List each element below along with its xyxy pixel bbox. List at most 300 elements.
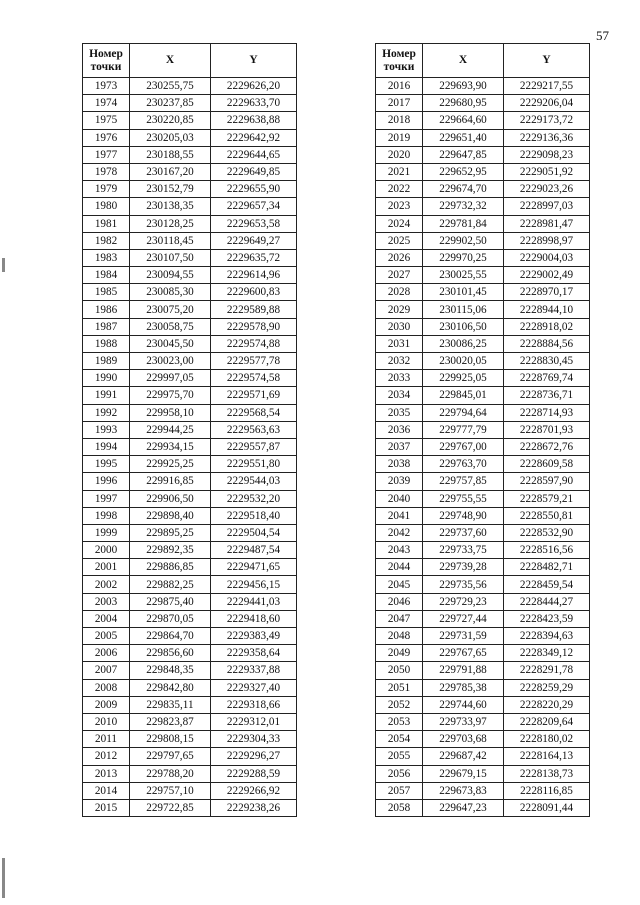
cell-x: 229895,25: [130, 524, 211, 541]
table-row: [83, 748, 297, 765]
cell-x: 229744,60: [423, 696, 504, 713]
cell-x: 230128,25: [130, 215, 211, 232]
cell-point-number: 1977: [83, 146, 130, 163]
cell-point-number: 1979: [83, 181, 130, 198]
cell-y: 2229568,54: [211, 404, 297, 421]
cell-x: 229791,88: [423, 662, 504, 679]
cell-y: 2229217,55: [504, 78, 590, 95]
cell-point-number: 2019: [376, 129, 423, 146]
table-row: [376, 559, 590, 576]
cell-x: 230237,85: [130, 95, 211, 112]
cell-x: 230094,55: [130, 267, 211, 284]
cell-point-number: 1996: [83, 473, 130, 490]
cell-point-number: 1976: [83, 129, 130, 146]
table-row: [376, 524, 590, 541]
table-row: [376, 490, 590, 507]
cell-y: 2229023,26: [504, 181, 590, 198]
cell-y: 2229383,49: [211, 628, 297, 645]
cell-x: 229777,79: [423, 421, 504, 438]
cell-point-number: 1978: [83, 163, 130, 180]
cell-y: 2229002,49: [504, 267, 590, 284]
cell-point-number: 1983: [83, 249, 130, 266]
cell-x: 229958,10: [130, 404, 211, 421]
table-row: [376, 610, 590, 627]
cell-x: 229674,70: [423, 181, 504, 198]
table-row: [376, 181, 590, 198]
cell-point-number: 2014: [83, 782, 130, 799]
cell-x: 230023,00: [130, 353, 211, 370]
cell-x: 229882,25: [130, 576, 211, 593]
cell-y: 2229173,72: [504, 112, 590, 129]
cell-x: 229739,28: [423, 559, 504, 576]
cell-y: 2228918,02: [504, 318, 590, 335]
cell-y: 2229418,60: [211, 610, 297, 627]
cell-x: 230085,30: [130, 284, 211, 301]
cell-y: 2229456,15: [211, 576, 297, 593]
cell-point-number: 1998: [83, 507, 130, 524]
cell-x: 229748,90: [423, 507, 504, 524]
cell-point-number: 2043: [376, 542, 423, 559]
cell-point-number: 1973: [83, 78, 130, 95]
cell-y: 2229577,78: [211, 353, 297, 370]
cell-point-number: 2033: [376, 370, 423, 387]
cell-point-number: 1980: [83, 198, 130, 215]
cell-x: 229794,64: [423, 404, 504, 421]
cell-x: 230075,20: [130, 301, 211, 318]
cell-x: 229680,95: [423, 95, 504, 112]
cell-point-number: 2057: [376, 782, 423, 799]
cell-y: 2228714,93: [504, 404, 590, 421]
table-row: [376, 645, 590, 662]
cell-y: 2228482,71: [504, 559, 590, 576]
cell-x: 229842,80: [130, 679, 211, 696]
cell-x: 229703,68: [423, 731, 504, 748]
cell-point-number: 2005: [83, 628, 130, 645]
cell-y: 2228970,17: [504, 284, 590, 301]
cell-point-number: 2038: [376, 456, 423, 473]
cell-point-number: 2050: [376, 662, 423, 679]
cell-x: 230220,85: [130, 112, 211, 129]
cell-x: 229729,23: [423, 593, 504, 610]
cell-y: 2228944,10: [504, 301, 590, 318]
cell-y: 2229266,92: [211, 782, 297, 799]
cell-point-number: 2018: [376, 112, 423, 129]
cell-point-number: 2046: [376, 593, 423, 610]
cell-y: 2229288,59: [211, 765, 297, 782]
cell-point-number: 1986: [83, 301, 130, 318]
cell-x: 230107,50: [130, 249, 211, 266]
cell-y: 2228209,64: [504, 713, 590, 730]
cell-point-number: 2008: [83, 679, 130, 696]
cell-point-number: 2042: [376, 524, 423, 541]
cell-x: 229875,40: [130, 593, 211, 610]
table-row: [83, 524, 297, 541]
cell-point-number: 2010: [83, 713, 130, 730]
cell-y: 2229358,64: [211, 645, 297, 662]
cell-x: 229902,50: [423, 232, 504, 249]
cell-y: 2229614,96: [211, 267, 297, 284]
table-row: [376, 318, 590, 335]
table-row: [376, 799, 590, 816]
cell-point-number: 2024: [376, 215, 423, 232]
cell-x: 230188,55: [130, 146, 211, 163]
cell-x: 230167,20: [130, 163, 211, 180]
cell-point-number: 2040: [376, 490, 423, 507]
cell-point-number: 2041: [376, 507, 423, 524]
table-row: [376, 696, 590, 713]
cell-y: 2229649,27: [211, 232, 297, 249]
cell-x: 229673,83: [423, 782, 504, 799]
table-row: [83, 198, 297, 215]
cell-point-number: 2025: [376, 232, 423, 249]
cell-y: 2228884,56: [504, 335, 590, 352]
cell-y: 2229136,36: [504, 129, 590, 146]
table-row: [83, 628, 297, 645]
table-row: [83, 542, 297, 559]
table-row: [83, 78, 297, 95]
cell-y: 2229296,27: [211, 748, 297, 765]
table-row: [376, 679, 590, 696]
cell-point-number: 2013: [83, 765, 130, 782]
table-row: [376, 421, 590, 438]
table-header-row: [83, 44, 297, 78]
cell-x: 229898,40: [130, 507, 211, 524]
cell-y: 2229318,66: [211, 696, 297, 713]
table-row: [376, 129, 590, 146]
cell-point-number: 2053: [376, 713, 423, 730]
cell-y: 2229337,88: [211, 662, 297, 679]
cell-x: 229767,00: [423, 438, 504, 455]
cell-point-number: 1990: [83, 370, 130, 387]
cell-x: 229970,25: [423, 249, 504, 266]
table-row: [83, 731, 297, 748]
table-row: [376, 731, 590, 748]
cell-x: 229727,44: [423, 610, 504, 627]
page-number: 57: [596, 28, 609, 43]
cell-x: 229733,75: [423, 542, 504, 559]
cell-y: 2228259,29: [504, 679, 590, 696]
table-row: [376, 748, 590, 765]
table-row: [376, 146, 590, 163]
cell-y: 2229238,26: [211, 799, 297, 816]
table-row: [376, 456, 590, 473]
cell-point-number: 1989: [83, 353, 130, 370]
cell-point-number: 2015: [83, 799, 130, 816]
cell-y: 2229304,33: [211, 731, 297, 748]
table-row: [83, 129, 297, 146]
cell-point-number: 2003: [83, 593, 130, 610]
cell-y: 2229574,58: [211, 370, 297, 387]
cell-point-number: 1981: [83, 215, 130, 232]
table-row: [83, 370, 297, 387]
cell-y: 2228349,12: [504, 645, 590, 662]
cell-y: 2228164,13: [504, 748, 590, 765]
cell-y: 2229551,80: [211, 456, 297, 473]
header-point-number: Номер точки: [376, 44, 423, 78]
coordinates-table-left: [82, 43, 297, 817]
cell-x: 229763,70: [423, 456, 504, 473]
cell-point-number: 2006: [83, 645, 130, 662]
scan-margin-mark: [2, 258, 5, 272]
cell-y: 2229051,92: [504, 163, 590, 180]
table-row: [83, 490, 297, 507]
table-row: [376, 576, 590, 593]
table-row: [376, 215, 590, 232]
cell-y: 2229441,03: [211, 593, 297, 610]
cell-point-number: 1992: [83, 404, 130, 421]
cell-x: 229687,42: [423, 748, 504, 765]
table-row: [376, 542, 590, 559]
cell-x: 230025,55: [423, 267, 504, 284]
cell-point-number: 2020: [376, 146, 423, 163]
cell-point-number: 2027: [376, 267, 423, 284]
cell-x: 230086,25: [423, 335, 504, 352]
table-row: [83, 559, 297, 576]
cell-x: 229735,56: [423, 576, 504, 593]
cell-y: 2229644,65: [211, 146, 297, 163]
cell-y: 2229638,88: [211, 112, 297, 129]
cell-y: 2228981,47: [504, 215, 590, 232]
cell-point-number: 2029: [376, 301, 423, 318]
cell-y: 2228516,56: [504, 542, 590, 559]
table-row: [83, 507, 297, 524]
scan-margin-mark: [2, 858, 5, 898]
cell-x: 230115,06: [423, 301, 504, 318]
cell-x: 229870,05: [130, 610, 211, 627]
table-row: [83, 593, 297, 610]
cell-y: 2228597,90: [504, 473, 590, 490]
coordinates-table-right: [375, 43, 590, 817]
cell-point-number: 1995: [83, 456, 130, 473]
table-row: [83, 232, 297, 249]
cell-x: 229797,65: [130, 748, 211, 765]
table-row: [83, 456, 297, 473]
cell-point-number: 2022: [376, 181, 423, 198]
table-row: [83, 782, 297, 799]
cell-point-number: 2000: [83, 542, 130, 559]
table-row: [376, 284, 590, 301]
cell-x: 229651,40: [423, 129, 504, 146]
cell-point-number: 2037: [376, 438, 423, 455]
cell-point-number: 2023: [376, 198, 423, 215]
cell-y: 2229098,23: [504, 146, 590, 163]
cell-y: 2229312,01: [211, 713, 297, 730]
cell-y: 2229649,85: [211, 163, 297, 180]
header-y: Y: [211, 44, 297, 78]
cell-y: 2228091,44: [504, 799, 590, 816]
cell-point-number: 1987: [83, 318, 130, 335]
cell-point-number: 1997: [83, 490, 130, 507]
cell-y: 2229626,20: [211, 78, 297, 95]
table-row: [83, 301, 297, 318]
table-row: [376, 593, 590, 610]
table-row: [376, 353, 590, 370]
cell-x: 229679,15: [423, 765, 504, 782]
cell-x: 229757,10: [130, 782, 211, 799]
table-row: [376, 662, 590, 679]
cell-x: 230138,35: [130, 198, 211, 215]
cell-y: 2229635,72: [211, 249, 297, 266]
table-row: [376, 232, 590, 249]
cell-y: 2229642,92: [211, 129, 297, 146]
table-row: [83, 610, 297, 627]
cell-y: 2229574,88: [211, 335, 297, 352]
cell-point-number: 2039: [376, 473, 423, 490]
cell-y: 2228736,71: [504, 387, 590, 404]
cell-point-number: 2012: [83, 748, 130, 765]
table-row: [83, 318, 297, 335]
cell-y: 2229557,87: [211, 438, 297, 455]
table-row: [376, 78, 590, 95]
cell-x: 229892,35: [130, 542, 211, 559]
cell-point-number: 2058: [376, 799, 423, 816]
cell-x: 229864,70: [130, 628, 211, 645]
cell-y: 2229578,90: [211, 318, 297, 335]
table-row: [376, 387, 590, 404]
cell-point-number: 2002: [83, 576, 130, 593]
cell-y: 2229487,54: [211, 542, 297, 559]
table-row: [83, 662, 297, 679]
table-row: [376, 404, 590, 421]
header-x: X: [423, 44, 504, 78]
table-row: [83, 799, 297, 816]
cell-x: 229944,25: [130, 421, 211, 438]
table-row: [376, 507, 590, 524]
cell-y: 2228769,74: [504, 370, 590, 387]
cell-y: 2229327,40: [211, 679, 297, 696]
table-row: [83, 215, 297, 232]
cell-x: 229722,85: [130, 799, 211, 816]
cell-x: 229664,60: [423, 112, 504, 129]
cell-point-number: 1974: [83, 95, 130, 112]
table-row: [83, 404, 297, 421]
table-row: [83, 473, 297, 490]
cell-y: 2228532,90: [504, 524, 590, 541]
cell-y: 2229518,40: [211, 507, 297, 524]
table-row: [376, 370, 590, 387]
cell-x: 229737,60: [423, 524, 504, 541]
cell-x: 230101,45: [423, 284, 504, 301]
cell-point-number: 2031: [376, 335, 423, 352]
cell-x: 230152,79: [130, 181, 211, 198]
table-row: [376, 95, 590, 112]
cell-point-number: 2054: [376, 731, 423, 748]
cell-x: 229757,85: [423, 473, 504, 490]
cell-x: 229785,38: [423, 679, 504, 696]
cell-point-number: 2017: [376, 95, 423, 112]
cell-point-number: 2032: [376, 353, 423, 370]
cell-x: 229755,55: [423, 490, 504, 507]
cell-y: 2228423,59: [504, 610, 590, 627]
table-row: [376, 713, 590, 730]
cell-y: 2228138,73: [504, 765, 590, 782]
table-row: [83, 679, 297, 696]
cell-y: 2229544,03: [211, 473, 297, 490]
cell-x: 229788,20: [130, 765, 211, 782]
cell-x: 229823,87: [130, 713, 211, 730]
cell-x: 229731,59: [423, 628, 504, 645]
cell-y: 2228220,29: [504, 696, 590, 713]
table-row: [83, 112, 297, 129]
cell-x: 230118,45: [130, 232, 211, 249]
cell-point-number: 2011: [83, 731, 130, 748]
cell-y: 2228830,45: [504, 353, 590, 370]
cell-y: 2228579,21: [504, 490, 590, 507]
table-row: [376, 628, 590, 645]
cell-y: 2228394,63: [504, 628, 590, 645]
cell-y: 2229563,63: [211, 421, 297, 438]
table-row: [83, 387, 297, 404]
cell-y: 2229657,34: [211, 198, 297, 215]
cell-point-number: 1984: [83, 267, 130, 284]
table-row: [376, 782, 590, 799]
table-header-row: [376, 44, 590, 78]
table-row: [376, 473, 590, 490]
table-row: [83, 163, 297, 180]
cell-point-number: 2007: [83, 662, 130, 679]
cell-x: 229997,05: [130, 370, 211, 387]
cell-y: 2229589,88: [211, 301, 297, 318]
table-row: [83, 95, 297, 112]
cell-x: 230106,50: [423, 318, 504, 335]
table-row: [376, 765, 590, 782]
table-row: [83, 645, 297, 662]
table-row: [83, 181, 297, 198]
cell-x: 229808,15: [130, 731, 211, 748]
cell-point-number: 2048: [376, 628, 423, 645]
cell-point-number: 2021: [376, 163, 423, 180]
cell-y: 2229504,54: [211, 524, 297, 541]
cell-point-number: 1999: [83, 524, 130, 541]
cell-x: 229925,05: [423, 370, 504, 387]
cell-point-number: 1993: [83, 421, 130, 438]
cell-point-number: 2049: [376, 645, 423, 662]
cell-x: 229647,85: [423, 146, 504, 163]
cell-point-number: 2016: [376, 78, 423, 95]
cell-x: 229693,90: [423, 78, 504, 95]
cell-y: 2228116,85: [504, 782, 590, 799]
cell-x: 229781,84: [423, 215, 504, 232]
cell-y: 2228997,03: [504, 198, 590, 215]
table-row: [83, 284, 297, 301]
cell-x: 230255,75: [130, 78, 211, 95]
cell-point-number: 2047: [376, 610, 423, 627]
cell-x: 229647,23: [423, 799, 504, 816]
cell-y: 2229206,04: [504, 95, 590, 112]
cell-y: 2228701,93: [504, 421, 590, 438]
cell-x: 229975,70: [130, 387, 211, 404]
cell-y: 2228672,76: [504, 438, 590, 455]
table-row: [376, 267, 590, 284]
cell-y: 2228550,81: [504, 507, 590, 524]
cell-x: 229767,65: [423, 645, 504, 662]
cell-x: 229845,01: [423, 387, 504, 404]
cell-x: 229886,85: [130, 559, 211, 576]
table-body-right: [376, 78, 590, 817]
cell-point-number: 2052: [376, 696, 423, 713]
cell-y: 2229655,90: [211, 181, 297, 198]
cell-point-number: 1982: [83, 232, 130, 249]
cell-point-number: 1988: [83, 335, 130, 352]
cell-point-number: 2045: [376, 576, 423, 593]
cell-y: 2229532,20: [211, 490, 297, 507]
cell-y: 2229653,58: [211, 215, 297, 232]
table-row: [83, 335, 297, 352]
cell-point-number: 1975: [83, 112, 130, 129]
table-row: [83, 713, 297, 730]
table-row: [83, 249, 297, 266]
cell-y: 2228459,54: [504, 576, 590, 593]
